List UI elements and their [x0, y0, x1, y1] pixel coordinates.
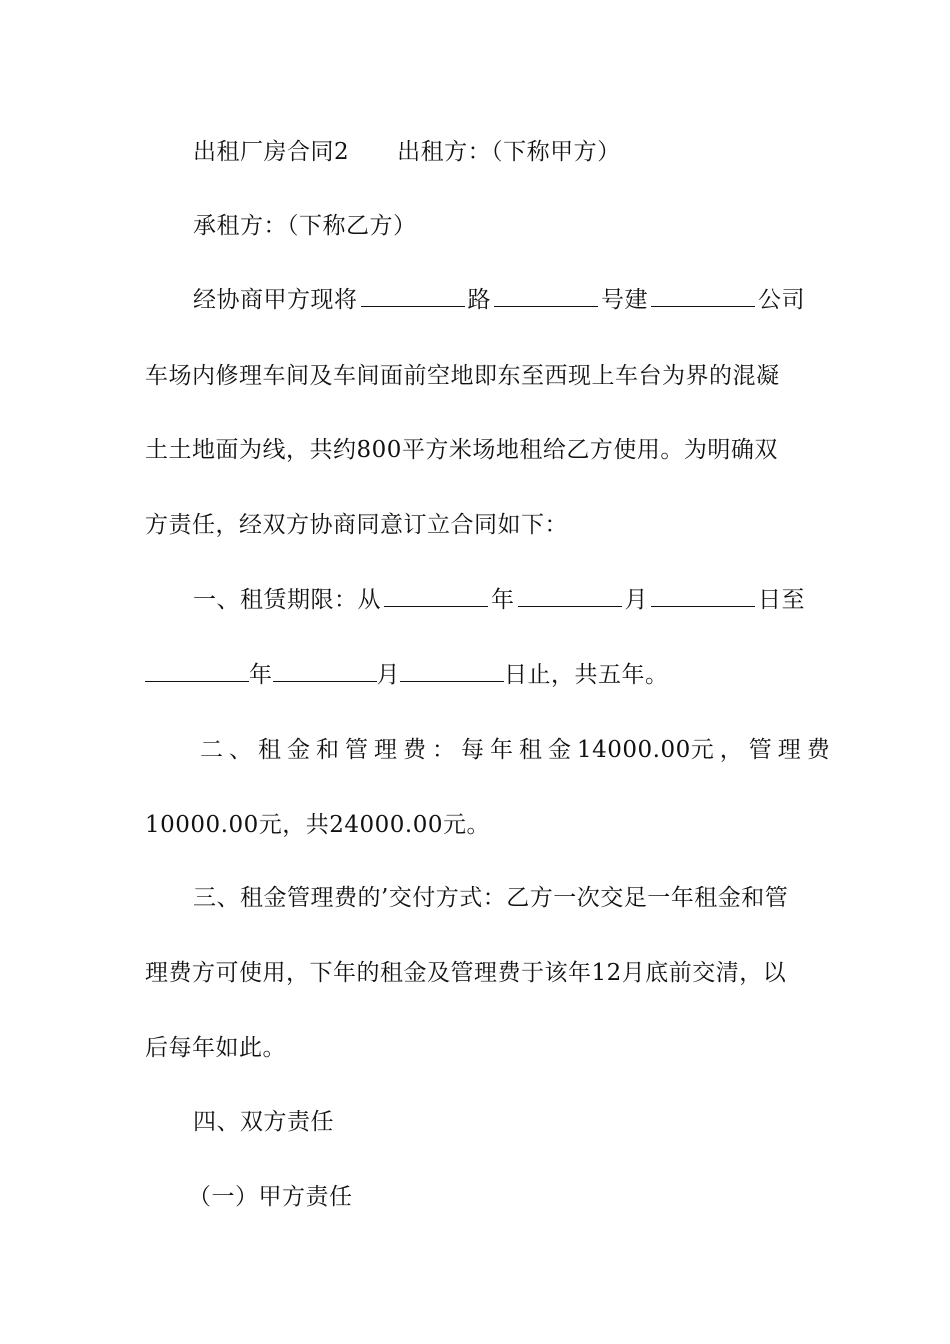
- intro-text-c: 号建: [601, 287, 648, 313]
- term-line-2: [145, 655, 805, 695]
- section-4-1-heading: （一）甲方责任: [188, 1184, 353, 1210]
- payment-line-1: 三、租金管理费的’交付方式：乙方一次交足一年租金和管: [193, 885, 789, 911]
- blank-start-day: [651, 582, 755, 607]
- blank-end-year: [145, 657, 249, 682]
- fee-text-b: 14000.00: [577, 737, 691, 763]
- blank-end-month: [273, 657, 377, 682]
- intro-line-4: 方责任，经双方协商同意订立合同如下：: [145, 512, 568, 538]
- term-text-g: 日止，共五年。: [504, 662, 669, 688]
- lessor-line: 出租方：（下称甲方）: [397, 139, 621, 165]
- intro-text-b: 路: [467, 287, 491, 313]
- lessee-line: 承租方：（下称乙方）: [193, 213, 417, 239]
- intro-line-2: 车场内修理车间及车间面前空地即东至西现上车台为界的混凝: [145, 363, 780, 389]
- blank-start-year: [384, 582, 488, 607]
- fee-line-1: [200, 730, 836, 770]
- fee-line-2: 10000.00元，共24000.00元。: [145, 812, 490, 838]
- fee-text-a: 二、租金和管理费：每年租金: [200, 737, 577, 763]
- title-row: [193, 132, 805, 172]
- intro-line-1: [193, 280, 805, 320]
- term-text-f: 月: [376, 662, 400, 688]
- term-text-a: 一、租赁期限：从: [193, 587, 381, 613]
- contract-title: 出租厂房合同2: [193, 139, 350, 165]
- term-text-b: 年: [491, 587, 515, 613]
- payment-line-2: 理费方可使用，下年的租金及管理费于该年12月底前交清，以: [145, 960, 787, 986]
- intro-line-3: 土土地面为线，共约800平方米场地租给乙方使用。为明确双: [145, 437, 778, 463]
- term-text-c: 月: [624, 587, 648, 613]
- fee-text-c: 元，管理费: [690, 737, 836, 763]
- term-text-d: 日至: [758, 587, 805, 613]
- blank-start-month: [518, 582, 622, 607]
- section-4-heading: 四、双方责任: [193, 1109, 334, 1135]
- payment-line-3: 后每年如此。: [145, 1035, 286, 1061]
- blank-number: [494, 282, 598, 307]
- intro-text-d: 公司: [758, 287, 805, 313]
- blank-company: [651, 282, 755, 307]
- blank-end-day: [400, 657, 504, 682]
- intro-text-a: 经协商甲方现将: [193, 287, 358, 313]
- blank-road: [361, 282, 465, 307]
- term-line-1: [193, 580, 805, 620]
- term-text-e: 年: [249, 662, 273, 688]
